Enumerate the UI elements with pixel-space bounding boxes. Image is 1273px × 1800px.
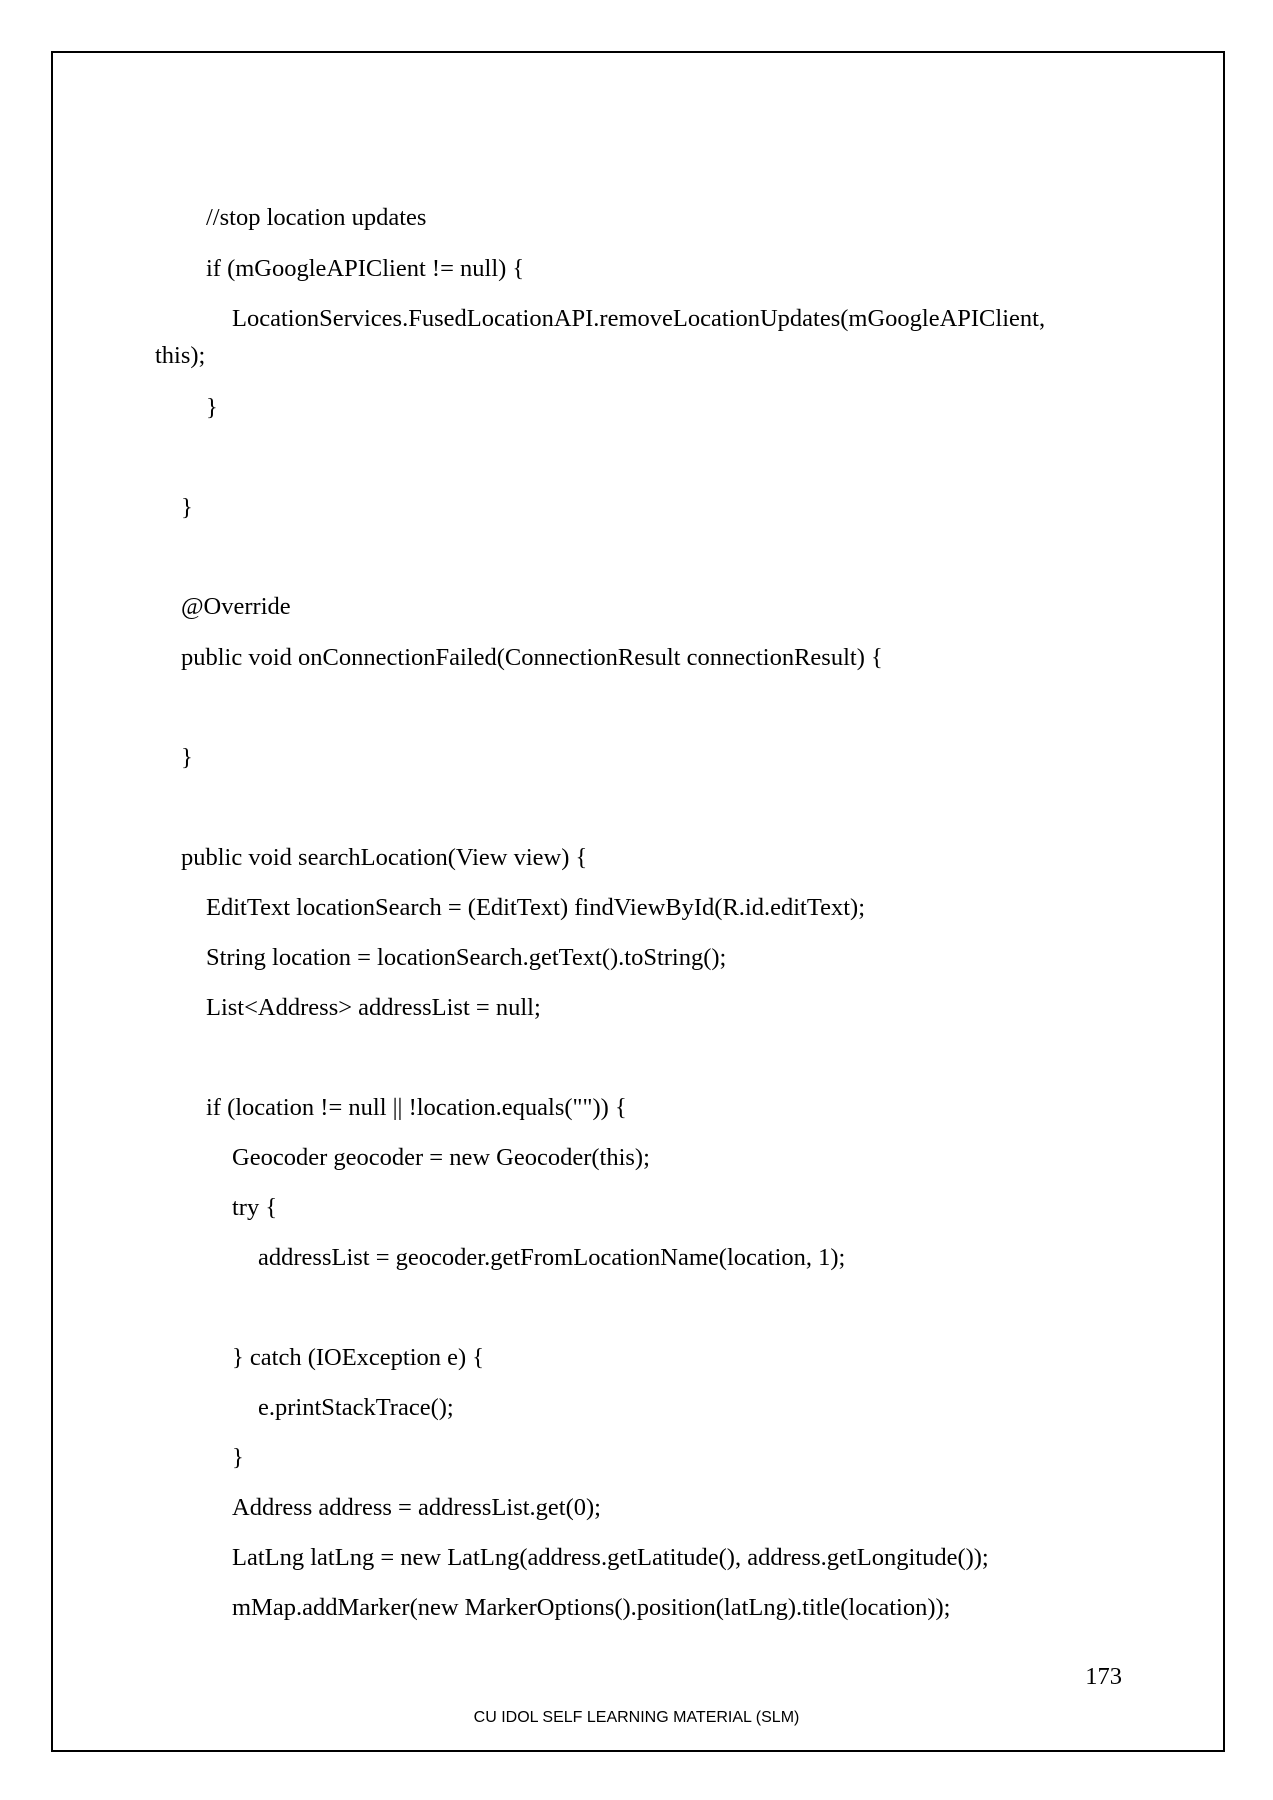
code-line: LocationServices.FusedLocationAPI.removeLocationUpdates(mGoogleAPIClient, <box>232 305 1046 332</box>
code-line: } <box>181 744 193 771</box>
code-line: addressList = geocoder.getFromLocationName(location, 1); <box>258 1244 846 1271</box>
code-line: } <box>232 1444 244 1471</box>
code-line: String location = locationSearch.getText().toString(); <box>206 944 727 971</box>
code-line: EditText locationSearch = (EditText) findViewById(R.id.editText); <box>206 894 865 921</box>
code-line: if (mGoogleAPIClient != null) { <box>206 255 525 282</box>
page-number: 173 <box>1085 1663 1122 1690</box>
code-line: } catch (IOException e) { <box>232 1344 485 1371</box>
code-line: mMap.addMarker(new MarkerOptions().position(latLng).title(location)); <box>232 1594 951 1621</box>
code-line: public void searchLocation(View view) { <box>181 844 588 871</box>
code-line: this); <box>155 342 206 369</box>
footer-text: CU IDOL SELF LEARNING MATERIAL (SLM) <box>473 1709 800 1726</box>
code-line: List<Address> addressList = null; <box>206 994 541 1021</box>
code-line: //stop location updates <box>206 204 427 231</box>
code-line: try { <box>232 1194 278 1221</box>
code-line: @Override <box>181 593 291 620</box>
code-line: } <box>181 494 193 521</box>
code-line: } <box>206 394 218 421</box>
code-line: e.printStackTrace(); <box>258 1394 454 1421</box>
code-line: Address address = addressList.get(0); <box>232 1494 601 1521</box>
code-line: Geocoder geocoder = new Geocoder(this); <box>232 1144 650 1171</box>
code-line: public void onConnectionFailed(ConnectionResult connectionResult) { <box>181 644 883 671</box>
code-line: LatLng latLng = new LatLng(address.getLatitude(), address.getLongitude()); <box>232 1544 989 1571</box>
code-line: if (location != null || !location.equals("")) { <box>206 1094 627 1121</box>
